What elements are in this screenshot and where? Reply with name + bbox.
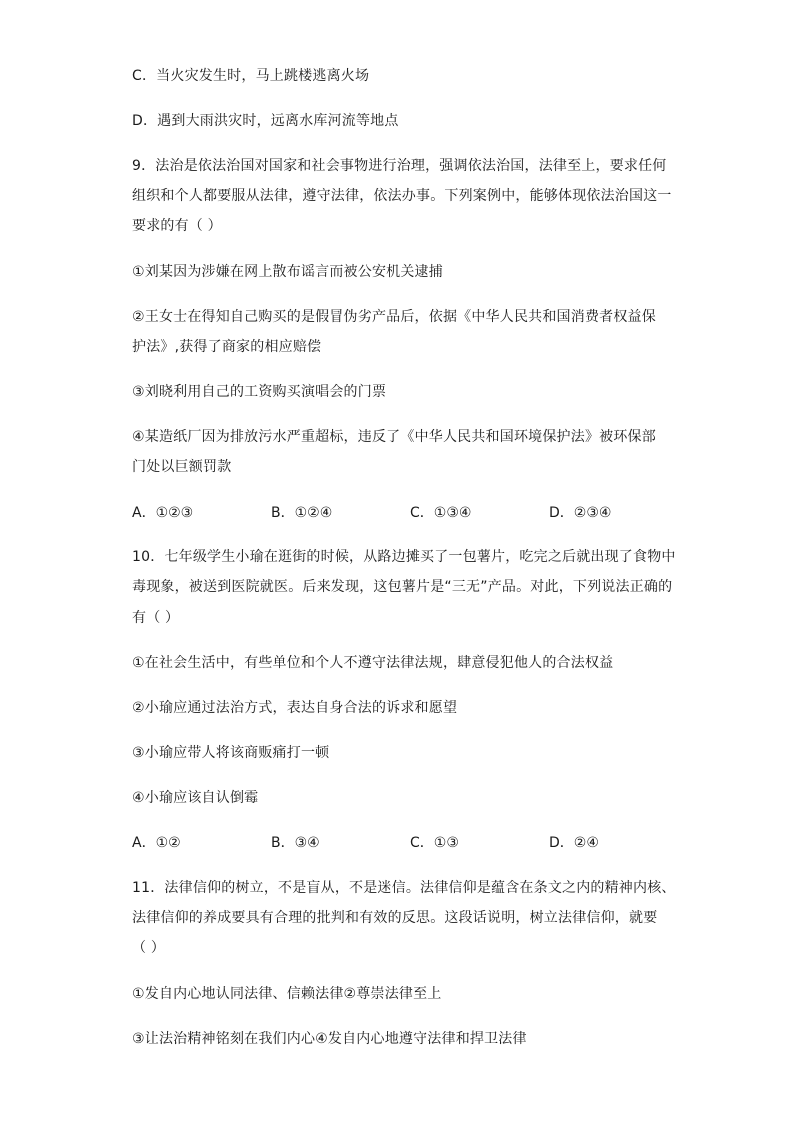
q9-option-a: A．①②③: [132, 505, 194, 521]
q8-option-c: C．当火灾发生时，马上跳楼逃离火场: [132, 68, 370, 84]
q9-item-4-line-1: ④某造纸厂因为排放污水严重超标，违反了《中华人民共和国环境保护法》被环保部: [132, 429, 656, 445]
q9-options: [132, 503, 692, 523]
q10-option-b: B．③④: [271, 835, 320, 851]
q9-option-c: C．①③④: [410, 505, 472, 521]
q9-item-2-line-2: 护法》,获得了商家的相应赔偿: [132, 339, 322, 355]
q10-item-4: ④小瑜应该自认倒霉: [132, 790, 259, 806]
q10-stem-line-3: 有（ ）: [132, 610, 180, 626]
q11-stem-line-1: 11．法律信仰的树立，不是盲从，不是迷信。法律信仰是蕴含在条文之内的精神内核、: [132, 880, 676, 896]
q10-item-3: ③小瑜应带人将该商贩痛打一顿: [132, 745, 330, 761]
q9-item-1: ①刘某因为涉嫌在网上散布谣言而被公安机关逮捕: [132, 264, 443, 280]
q9-option-b: B．①②④: [271, 505, 333, 521]
q9-item-3: ③刘晓利用自己的工资购买演唱会的门票: [132, 384, 387, 400]
q8-option-d: D．遇到大雨洪灾时，远离水库河流等地点: [132, 113, 399, 129]
q9-stem-line-3: 要求的有（ ）: [132, 218, 222, 234]
q9-stem-line-1: 9．法治是依法治国对国家和社会事物进行治理，强调依法治国，法律至上，要求任何: [132, 158, 667, 174]
q10-item-2: ②小瑜应通过法治方式，表达自身合法的诉求和愿望: [132, 700, 458, 716]
q11-items-3-4: ③让法治精神铭刻在我们内心④发自内心地遵守法律和捍卫法律: [132, 1031, 527, 1047]
q9-item-4-line-2: 门处以巨额罚款: [132, 459, 232, 475]
q10-stem-line-2: 毒现象，被送到医院就医。后来发现，这包薯片是“三无”产品。对此，下列说法正确的: [132, 579, 673, 595]
q11-stem-line-2: 法律信仰的养成要具有合理的批判和有效的反思。这段话说明，树立法律信仰，就要: [132, 910, 658, 926]
q10-option-a: A．①②: [132, 835, 181, 851]
q9-stem-line-2: 组织和个人都要服从法律，遵守法律，依法办事。下列案例中，能够体现依法治国这一: [132, 188, 672, 204]
q10-option-c: C．①③: [410, 835, 459, 851]
q10-stem-line-1: 10．七年级学生小瑜在逛街的时候，从路边摊买了一包薯片，吃完之后就出现了食物中: [132, 549, 676, 565]
q10-item-1: ①在社会生活中，有些单位和个人不遵守法律法规，肆意侵犯他人的合法权益: [132, 655, 614, 671]
q10-options: [132, 833, 692, 853]
q10-option-d: D．②④: [549, 835, 599, 851]
q9-item-2-line-1: ②王女士在得知自己购买的是假冒伪劣产品后，依据《中华人民共和国消费者权益保: [132, 309, 656, 325]
q11-stem-line-3: （ ）: [132, 940, 166, 956]
q9-option-d: D．②③④: [549, 505, 612, 521]
q11-items-1-2: ①发自内心地认同法律、信赖法律②尊崇法律至上: [132, 986, 442, 1002]
